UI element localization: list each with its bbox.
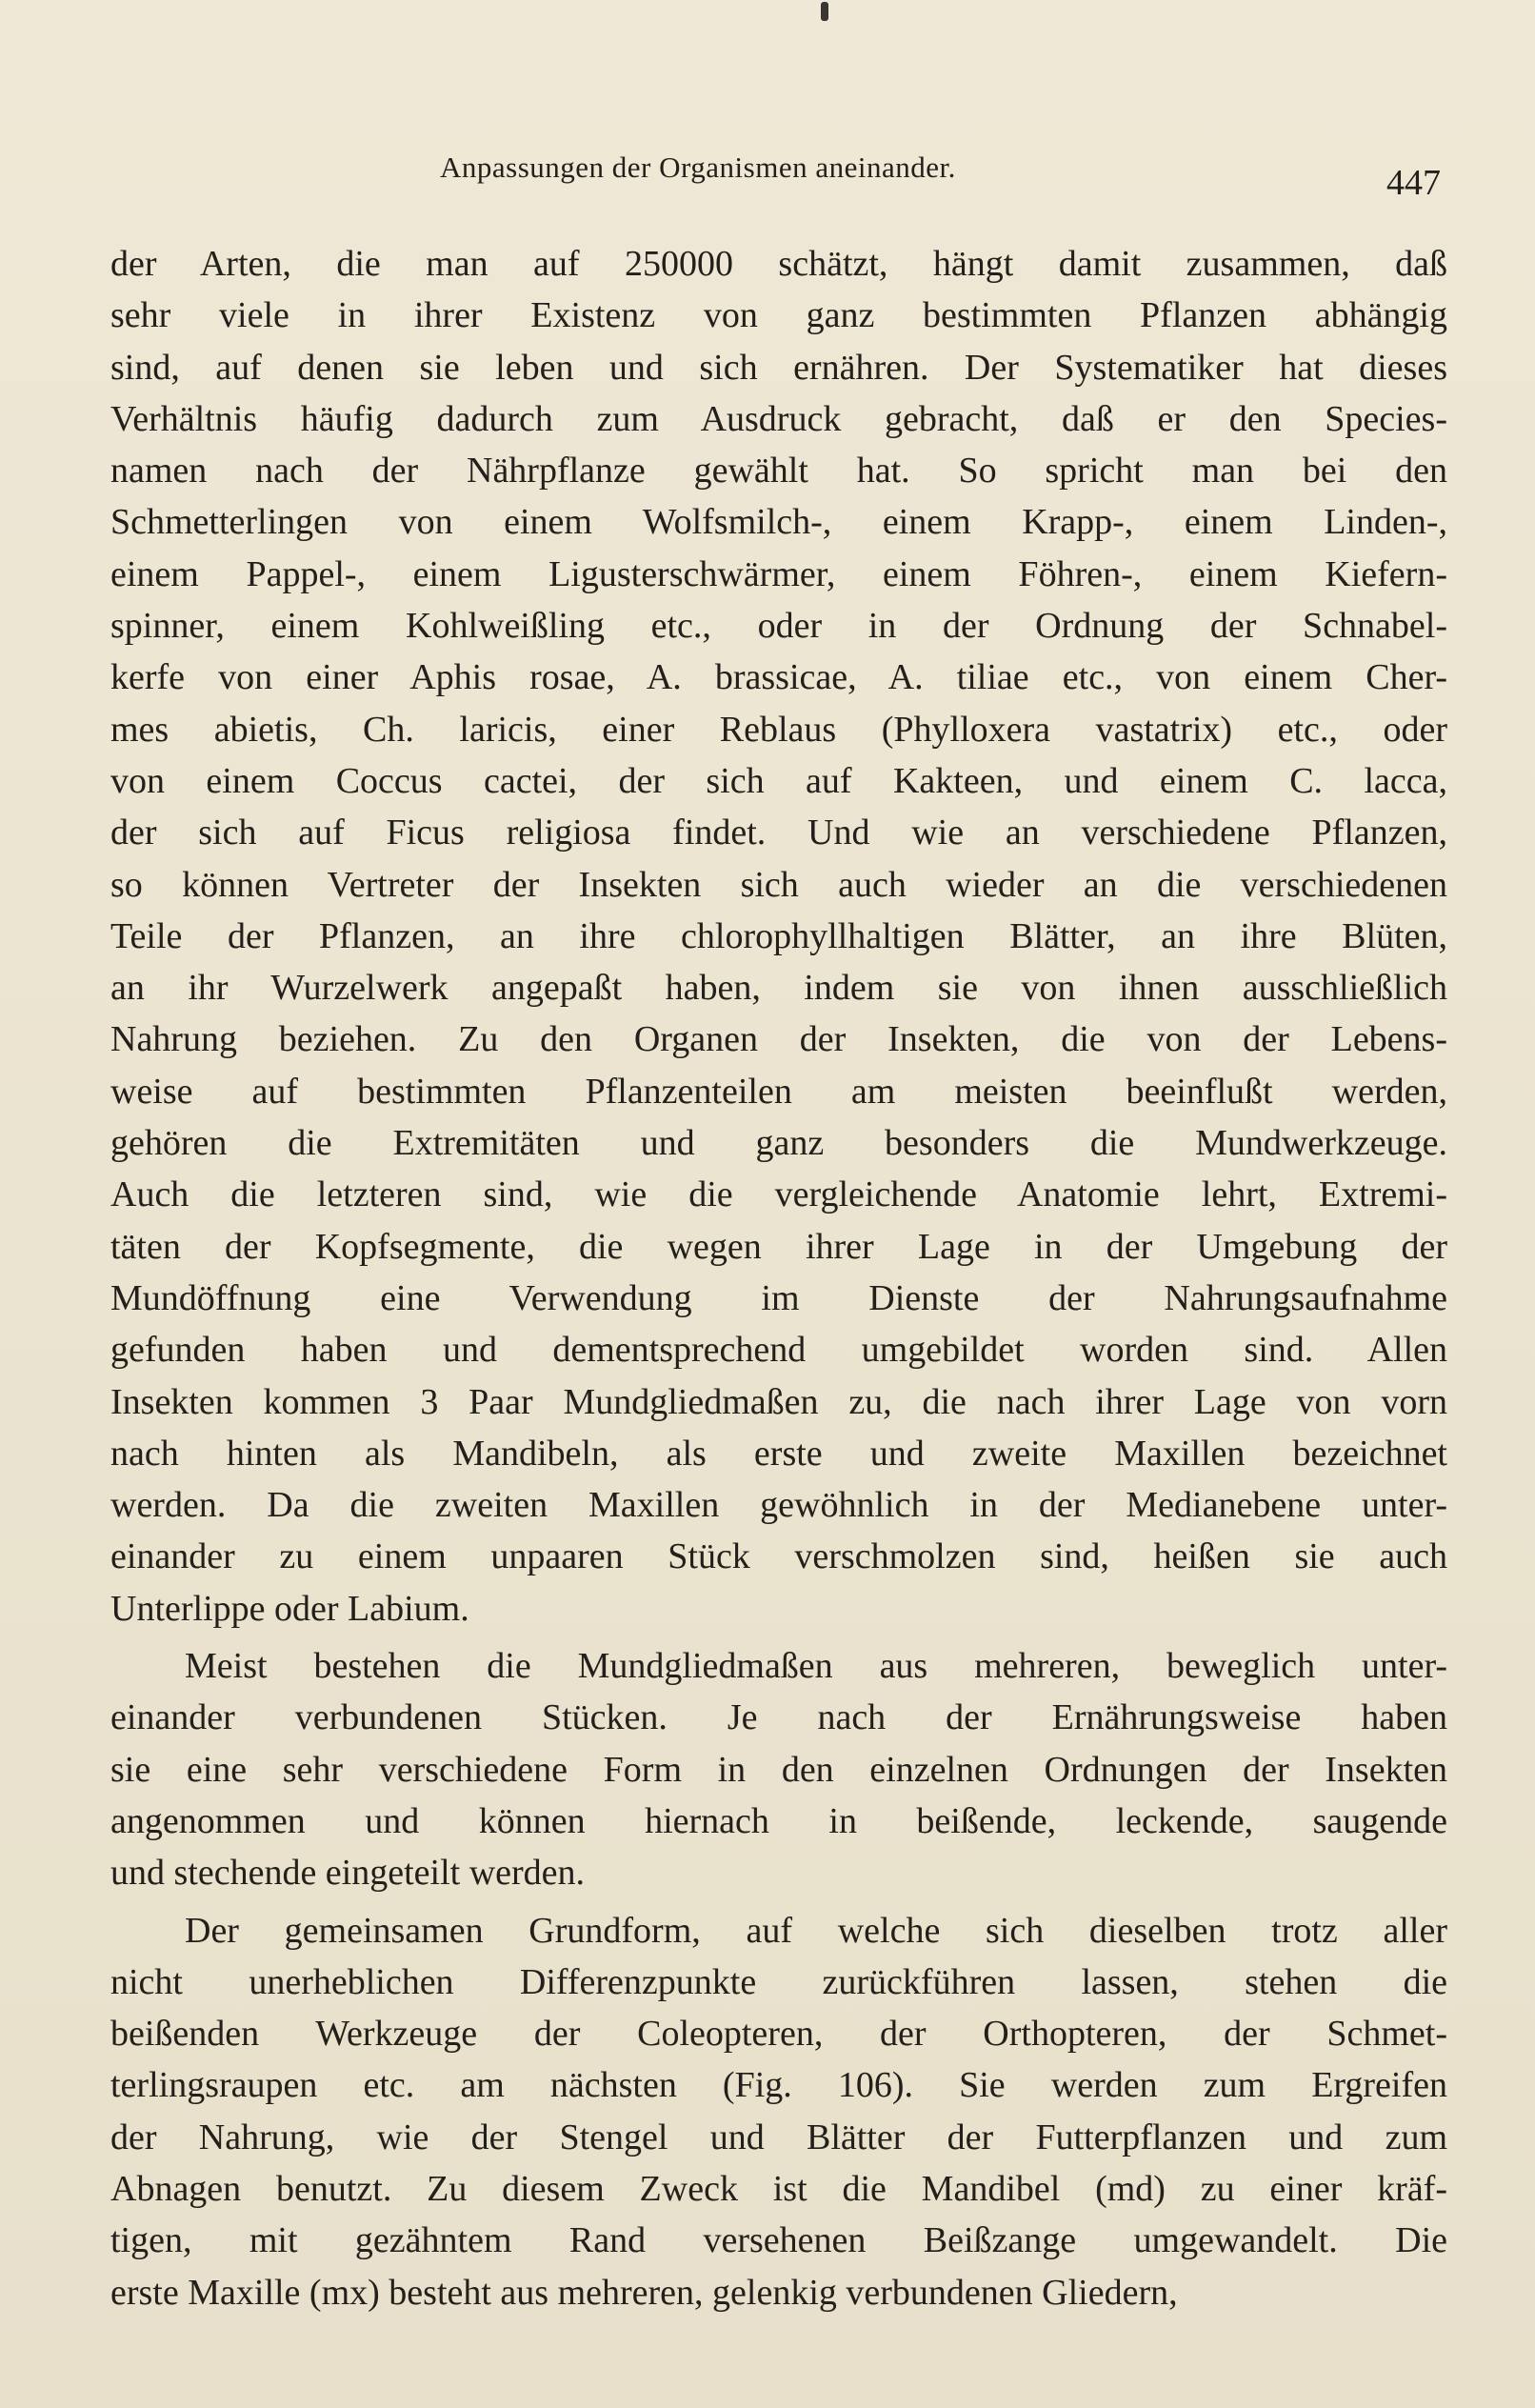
text-line: kerfe von einer Aphis rosae, A. brassicae, A. tiliae etc., von einem Cher-: [110, 657, 1447, 698]
text-line: sind, auf denen sie leben und sich ernähren. Der Systematiker hat dieses: [110, 347, 1447, 388]
paragraph: [110, 1905, 1447, 2318]
text-line: sehr viele in ihrer Existenz von ganz bestimmten Pflanzen abhängig: [110, 295, 1447, 336]
text-line: weise auf bestimmten Pflanzenteilen am meisten beeinflußt werden,: [110, 1071, 1447, 1112]
text-line: Nahrung beziehen. Zu den Organen der Insekten, die von der Lebens-: [110, 1019, 1447, 1060]
text-line: einander verbundenen Stücken. Je nach der Ernährungsweise haben: [110, 1697, 1447, 1738]
running-header: [0, 143, 1535, 210]
text-line: Unterlippe oder Labium.: [110, 1588, 469, 1629]
body-text: [110, 238, 1447, 2318]
text-line: der Arten, die man auf 250000 schätzt, hängt damit zusammen, daß: [110, 244, 1447, 284]
text-line: Auch die letzteren sind, wie die vergleichende Anatomie lehrt, Extremi-: [110, 1174, 1447, 1215]
text-line: Mundöffnung eine Verwendung im Dienste der Nahrungsaufnahme: [110, 1277, 1447, 1318]
text-line: erste Maxille (mx) besteht aus mehreren, gelenkig verbundenen Gliedern,: [110, 2272, 1178, 2313]
page-number: 447: [1386, 163, 1441, 203]
text-line: Meist bestehen die Mundgliedmaßen aus mehreren, beweglich unter-: [185, 1646, 1447, 1687]
text-line: täten der Kopfsegmente, die wegen ihrer Lage in der Umgebung der: [110, 1226, 1447, 1267]
text-line: spinner, einem Kohlweißling etc., oder in der Ordnung der Schnabel-: [110, 606, 1447, 647]
text-line: so können Vertreter der Insekten sich auch wieder an die verschiedenen: [110, 864, 1447, 905]
text-line: Teile der Pflanzen, an ihre chlorophyllhaltigen Blätter, an ihre Blüten,: [110, 915, 1447, 956]
text-line: werden. Da die zweiten Maxillen gewöhnlich in der Medianebene unter-: [110, 1485, 1447, 1526]
text-line: Schmetterlingen von einem Wolfsmilch-, einem Krapp-, einem Linden-,: [110, 502, 1447, 543]
running-title: Anpassungen der Organismen aneinander.: [440, 150, 956, 184]
text-line: angenommen und können hiernach in beißende, leckende, saugende: [110, 1800, 1447, 1841]
text-line: tigen, mit gezähntem Rand versehenen Beißzange umgewandelt. Die: [110, 2220, 1447, 2261]
text-line: einander zu einem unpaaren Stück verschmolzen sind, heißen sie auch: [110, 1536, 1447, 1577]
text-line: und stechende eingeteilt werden.: [110, 1853, 586, 1894]
text-line: einem Pappel-, einem Ligusterschwärmer, einem Föhren-, einem Kiefern-: [110, 553, 1447, 594]
text-line: gehören die Extremitäten und ganz besonders die Mundwerkzeuge.: [110, 1123, 1447, 1164]
text-line: gefunden haben und dementsprechend umgebildet worden sind. Allen: [110, 1330, 1447, 1371]
paragraph: [110, 238, 1447, 1635]
text-line: Der gemeinsamen Grundform, auf welche sich dieselben trotz aller: [185, 1910, 1447, 1951]
text-line: nach hinten als Mandibeln, als erste und zweite Maxillen bezeichnet: [110, 1433, 1447, 1474]
page-mark: [821, 2, 828, 21]
text-line: der sich auf Ficus religiosa findet. Und wie an verschiedene Pflanzen,: [110, 813, 1447, 853]
text-line: von einem Coccus cactei, der sich auf Kakteen, und einem C. lacca,: [110, 760, 1447, 801]
text-line: nicht unerheblichen Differenzpunkte zurückführen lassen, stehen die: [110, 1961, 1447, 2002]
text-line: namen nach der Nährpflanze gewählt hat. So spricht man bei den: [110, 451, 1447, 492]
text-line: terlingsraupen etc. am nächsten (Fig. 106). Sie werden zum Ergreifen: [110, 2065, 1447, 2106]
text-line: sie eine sehr verschiedene Form in den einzelnen Ordnungen der Insekten: [110, 1749, 1447, 1790]
text-line: der Nahrung, wie der Stengel und Blätter der Futterpflanzen und zum: [110, 2117, 1447, 2157]
text-line: beißenden Werkzeuge der Coleopteren, der Orthopteren, der Schmet-: [110, 2014, 1447, 2055]
text-line: mes abietis, Ch. laricis, einer Reblaus (Phylloxera vastatrix) etc., oder: [110, 709, 1447, 750]
text-line: Abnagen benutzt. Zu diesem Zweck ist die Mandibel (md) zu einer kräf-: [110, 2168, 1447, 2209]
text-line: Insekten kommen 3 Paar Mundgliedmaßen zu, die nach ihrer Lage von vorn: [110, 1381, 1447, 1422]
text-line: Verhältnis häufig dadurch zum Ausdruck gebracht, daß er den Species-: [110, 398, 1447, 439]
paragraph: [110, 1640, 1447, 1898]
text-line: an ihr Wurzelwerk angepaßt haben, indem sie von ihnen ausschließlich: [110, 968, 1447, 1009]
